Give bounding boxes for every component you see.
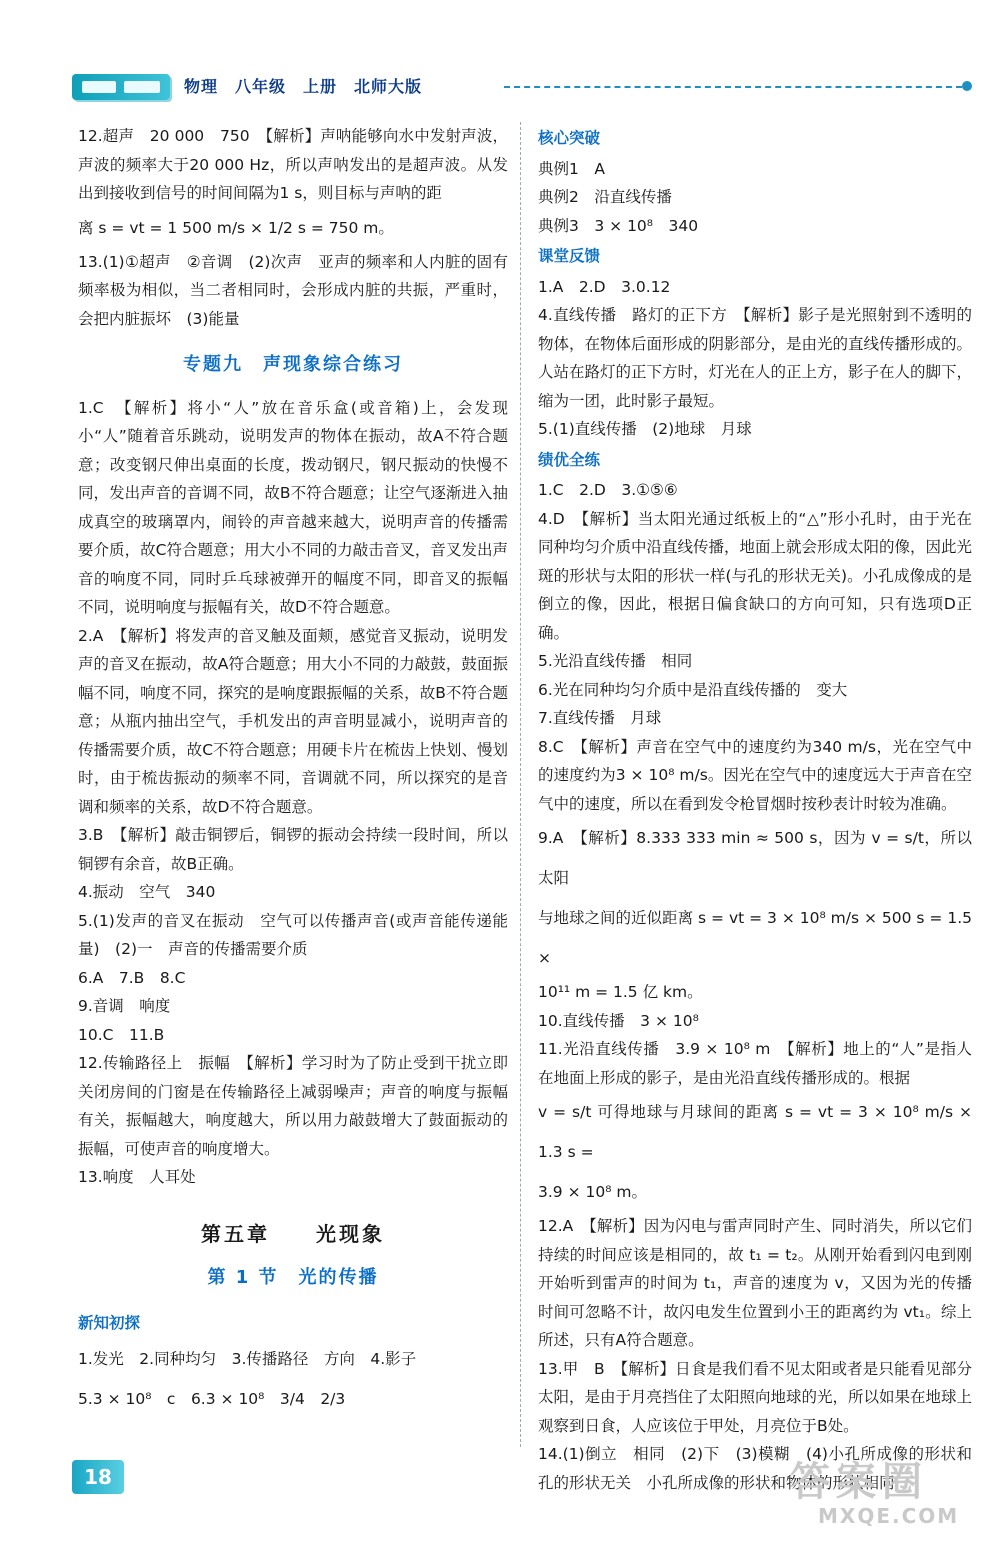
section-heading: 绩优全练 (538, 450, 601, 469)
header-dot (962, 81, 972, 91)
answer-paragraph: 4.直线传播 路灯的正下方 【解析】影子是光照射到不透明的物体，在物体后面形成的阴影部分，是由光的直线传播形成的。人站在路灯的正下方时，灯光在人的正上方，影子在人的脚下，缩为一团，此时影子最短。 (538, 306, 973, 410)
page-header (72, 72, 972, 102)
answer-paragraph: 12.A 【解析】因为闪电与雷声同时产生、同时消失，所以它们持续的时间应该是相同的，故 t₁ = t₂。从刚开始看到闪电到刚开始听到雷声的时间为 t₁，声音的速度为 v，又因为光的传播时间可忽略不计，故闪电发生位置到小王的距离约为 vt₁。综上所述，只有A符合题意。 (538, 1217, 972, 1349)
answer-paragraph: 8.C 【解析】声音在空气中的速度约为340 m/s，光在空气中的速度约为3 × 10⁸ m/s。因光在空气中的速度远大于声音在空气中的速度，所以在看到发令枪冒烟时按秒表计时较为准确。 (538, 737, 972, 813)
header-title: 物理 八年级 上册 北师大版 (184, 77, 423, 96)
watermark (770, 1448, 990, 1534)
answer-paragraph: 13.(1)①超声 ②音调 (2)次声 亚声的频率和人内脏的固有频率极为相似，当二者相同时，会形成内脏的共振，严重时，会把内脏振坏 (3)能量 (78, 252, 508, 328)
answer-paragraph: 14.(1)倒立 相同 (2)下 (3)模糊 (4)小孔所成像的形状和孔的形状无关 小孔所成像的形状和物体的形状相同 (538, 1445, 972, 1492)
page-number: 18 (72, 1460, 124, 1494)
answer-paragraph: 10.C 11.B (78, 1025, 165, 1044)
answer-paragraph: 6.光在同种均匀介质中是沿直线传播的 变大 (538, 680, 848, 699)
watermark-logo: 答案圈 (790, 1459, 928, 1505)
answer-paragraph: 1.C 2.D 3.①⑤⑥ (538, 481, 678, 499)
answer-paragraph: 离 s = vt = 1 500 m/s × 1/2 s = 750 m。 (78, 218, 394, 237)
answer-paragraph: 1.A 2.D 3.0.12 (538, 277, 671, 296)
answer-paragraph: 4.D 【解析】当太阳光通过纸板上的“△”形小孔时，由于光在同种均匀介质中沿直线传播，地面上就会形成太阳的像，因此光斑的形状与太阳的形状一样(与孔的形状无关)。小孔成像成的是倒立的像，因此，根据日偏食缺口的方向可知，只有选项D正确。 (538, 509, 973, 642)
answer-paragraph: 9.A 【解析】8.333 333 min ≈ 500 s，因为 v = s/t，所以太阳 (538, 829, 972, 887)
answer-paragraph: 3.9 × 10⁸ m。 (538, 1183, 647, 1201)
section-heading: 新知初探 (78, 1313, 141, 1332)
answer-paragraph: 1.C 【解析】将小“人”放在音乐盒(或音箱)上，会发现小“人”随着音乐跳动，说明发声的物体在振动，故A不符合题意；改变钢尺伸出桌面的长度，拨动钢尺，钢尺振动的快慢不同，发出声音的音调不同，故B不符合题意；让空气逐渐进入抽成真空的玻璃罩内，闹铃的声音越来越大，说明声音的传播需要介质，故C符合题意；用大小不同的力敲击音叉，音叉发出声音的响度不同，同时乒乓球被弹开的幅度不同，即音叉的振幅不同，说明响度与振幅有关，故D不符合题意。 (78, 398, 508, 616)
answer-paragraph: 4.振动 空气 340 (78, 883, 216, 901)
header-rule (504, 86, 962, 88)
answer-paragraph: 典例2 沿直线传播 (538, 188, 672, 206)
answer-paragraph: 典例3 3 × 10⁸ 340 (538, 216, 699, 235)
answer-paragraph: 13.甲 B 【解析】日食是我们看不见太阳或者是只能看见部分太阳，是由于月亮挡住了太阳照向地球的光，所以如果在地球上观察到日食，人应该位于甲处，月亮位于B处。 (538, 1359, 973, 1435)
answer-paragraph: 3.B 【解析】敲击铜锣后，铜锣的振动会持续一段时间，所以铜锣有余音，故B正确。 (78, 826, 508, 873)
answer-paragraph: 与地球之间的近似距离 s = vt = 3 × 10⁸ m/s × 500 s = 1.5 × (538, 909, 972, 967)
answer-paragraph: 典例1 A (538, 159, 605, 178)
answer-paragraph: 10.直线传播 3 × 10⁸ (538, 1011, 699, 1030)
answer-paragraph: 5.(1)发声的音叉在振动 空气可以传播声音(或声音能传递能量) (2)一 声音的传播需要介质 (78, 911, 508, 958)
answer-paragraph: 12.超声 20 000 750 【解析】声呐能够向水中发射声波，声波的频率大于20 000 Hz，所以声呐发出的是超声波。从发出到接收到信号的时间间隔为1 s，则目标与声呐的距 (78, 127, 508, 202)
column-divider (520, 122, 521, 1447)
answer-paragraph: 2.A 【解析】将发声的音叉触及面颊，感觉音叉振动，说明发声的音叉在振动，故A符合题意；用大小不同的力敲鼓，鼓面振幅不同，响度不同，探究的是响度跟振幅的关系，故B不符合题意；从瓶内抽出空气，手机发出的声音明显减小，说明声音的传播需要介质，故C不符合题意；用硬卡片在梳齿上快划、慢划时，由于梳齿振动的频率不同，音调就不同，所以探究的是音调和频率的关系，故D不符合题意。 (78, 626, 508, 816)
topic-title: 专题九 声现象综合练习 (183, 354, 403, 375)
answer-paragraph: 9.音调 响度 (78, 997, 171, 1015)
section-heading: 核心突破 (538, 129, 601, 147)
answer-paragraph: v = s/t 可得地球与月球间的距离 s = vt = 3 × 10⁸ m/s × 1.3 s = (538, 1103, 972, 1161)
answer-paragraph: 12.传输路径上 振幅 【解析】学习时为了防止受到干扰立即关闭房间的门窗是在传输路径上减弱噪声；声音的响度与振幅有关，振幅越大，响度越大，所以用力敲鼓增大了鼓面振动的振幅，可使声音的响度增大。 (78, 1054, 508, 1158)
answer-paragraph: 5.(1)直线传播 (2)地球 月球 (538, 420, 752, 438)
section-heading: 课堂反馈 (538, 247, 601, 265)
answer-paragraph: 6.A 7.B 8.C (78, 968, 186, 987)
watermark-url: MXQE.COM (818, 1504, 960, 1528)
chapter-title: 第五章 光现象 (201, 1221, 385, 1246)
answer-paragraph: 1.发光 2.同种均匀 3.传播路径 方向 4.影子 (78, 1350, 417, 1368)
answer-paragraph: 10¹¹ m = 1.5 亿 km。 (538, 983, 703, 1001)
left-column (78, 122, 508, 1419)
answer-paragraph: 7.直线传播 月球 (538, 709, 662, 727)
answer-paragraph: 11.光沿直线传播 3.9 × 10⁸ m 【解析】地上的“人”是指人在地面上形成的影子，是由光沿直线传播形成的。根据 (538, 1040, 972, 1087)
answer-paragraph: 5.3 × 10⁸ c 6.3 × 10⁸ 3/4 2/3 (78, 1390, 346, 1408)
right-column (538, 122, 972, 1497)
section-title: 第 1 节 光的传播 (207, 1267, 379, 1288)
answer-paragraph: 13.响度 人耳处 (78, 1168, 196, 1186)
series-logo (72, 74, 170, 100)
answer-paragraph: 5.光沿直线传播 相同 (538, 652, 693, 670)
